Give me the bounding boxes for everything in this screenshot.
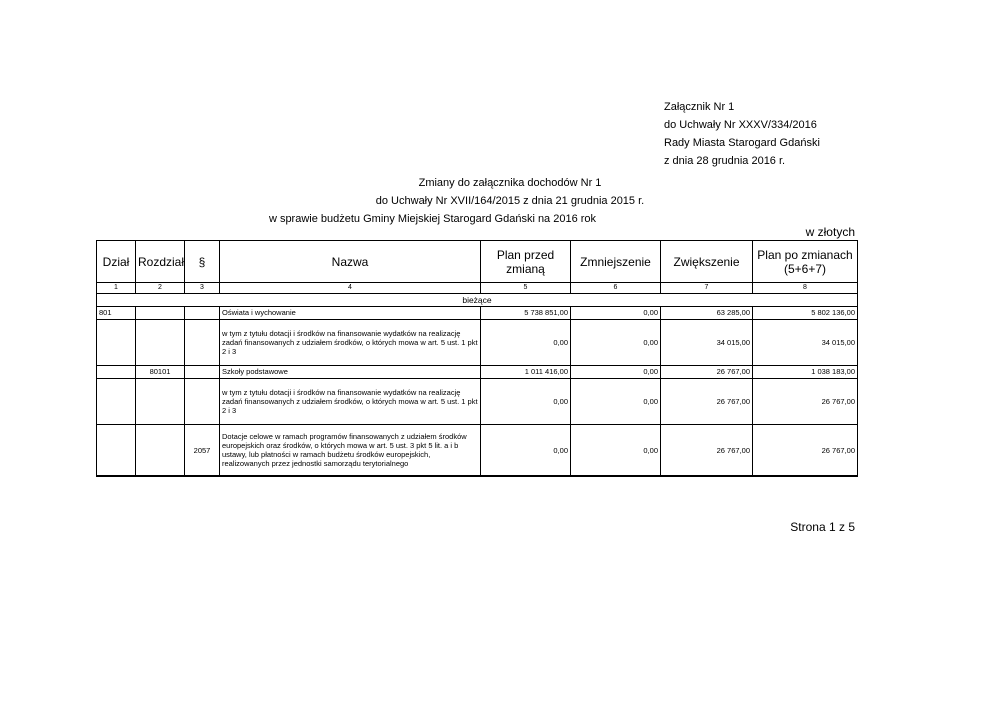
header-plan-po: Plan po zmianach (5+6+7) (753, 241, 858, 283)
cell-zmniejszenie: 0,00 (571, 307, 661, 320)
col-number: 1 (97, 283, 136, 294)
cell-paragraf (185, 366, 220, 379)
col-number: 3 (185, 283, 220, 294)
cell-paragraf (185, 320, 220, 366)
col-number: 7 (661, 283, 753, 294)
section-row (97, 294, 858, 307)
cell-dzial (97, 366, 136, 379)
cell-zmniejszenie: 0,00 (571, 425, 661, 477)
cell-rozdzial (136, 320, 185, 366)
cell-zwiekszenie: 26 767,00 (661, 379, 753, 425)
currency-unit: w złotych (805, 225, 855, 239)
cell-nazwa: w tym z tytułu dotacji i środków na finansowanie wydatków na realizację zadań finansowanych z udziałem środków, o których mowa w art. 5 ust. 1 pkt 2 i 3 (220, 320, 481, 366)
header-zwiekszenie: Zwiększenie (661, 241, 753, 283)
header-paragraf: § (185, 241, 220, 283)
cell-plan-przed: 5 738 851,00 (481, 307, 571, 320)
cell-rozdzial (136, 307, 185, 320)
col-number: 2 (136, 283, 185, 294)
cell-plan-po: 26 767,00 (753, 425, 858, 477)
section-label: bieżące (97, 294, 858, 307)
title-line-1: Zmiany do załącznika dochodów Nr 1 (418, 177, 602, 189)
cell-zwiekszenie: 63 285,00 (661, 307, 753, 320)
col-number: 4 (220, 283, 481, 294)
table-row (97, 379, 858, 425)
cell-plan-przed: 0,00 (481, 379, 571, 425)
cell-plan-po: 5 802 136,00 (753, 307, 858, 320)
cell-rozdzial: 80101 (136, 366, 185, 379)
header-rozdzial: Rozdział (136, 241, 185, 283)
header-zmniejszenie: Zmniejszenie (571, 241, 661, 283)
header-plan-przed: Plan przed zmianą (481, 241, 571, 283)
col-number: 8 (753, 283, 858, 294)
cell-zmniejszenie: 0,00 (571, 379, 661, 425)
cell-plan-przed: 0,00 (481, 320, 571, 366)
cell-plan-po: 26 767,00 (753, 379, 858, 425)
annex-header (664, 98, 820, 170)
cell-paragraf (185, 379, 220, 425)
table-row (97, 307, 858, 320)
cell-rozdzial (136, 379, 185, 425)
cell-zmniejszenie: 0,00 (571, 366, 661, 379)
annex-line-1: Załącznik Nr 1 (664, 101, 735, 113)
cell-paragraf (185, 307, 220, 320)
header-nazwa: Nazwa (220, 241, 481, 283)
cell-nazwa: w tym z tytułu dotacji i środków na finansowanie wydatków na realizację zadań finansowanych z udziałem środków, o których mowa w art. 5 ust. 1 pkt 2 i 3 (220, 379, 481, 425)
budget-table (96, 240, 858, 477)
title-line-2: do Uchwały Nr XVII/164/2015 z dnia 21 grudnia 2015 r. (375, 195, 645, 207)
cell-nazwa: Szkoły podstawowe (220, 366, 481, 379)
cell-dzial (97, 425, 136, 477)
annex-line-3: Rady Miasta Starogard Gdański (664, 137, 820, 149)
page-number: Strona 1 z 5 (790, 520, 855, 534)
table-row (97, 320, 858, 366)
cell-nazwa: Dotacje celowe w ramach programów finansowanych z udziałem środków europejskich oraz środków, o których mowa w art. 5 ust. 3 pkt 5 lit. a i b ustawy, lub płatności w ramach budżetu środków europejskich, realizowanych przez jednostki samorządu terytorialnego (220, 425, 481, 477)
column-number-row (97, 283, 858, 294)
annex-line-4: z dnia 28 grudnia 2016 r. (664, 155, 786, 167)
cell-zwiekszenie: 26 767,00 (661, 366, 753, 379)
header-row (97, 241, 858, 283)
cell-plan-przed: 1 011 416,00 (481, 366, 571, 379)
title-line-3: w sprawie budżetu Gminy Miejskiej Starogard Gdański na 2016 rok (268, 213, 597, 225)
cell-dzial: 801 (97, 307, 136, 320)
cell-zwiekszenie: 26 767,00 (661, 425, 753, 477)
header-dzial: Dział (97, 241, 136, 283)
cell-zmniejszenie: 0,00 (571, 320, 661, 366)
cell-plan-po: 34 015,00 (753, 320, 858, 366)
cell-dzial (97, 379, 136, 425)
cell-nazwa: Oświata i wychowanie (220, 307, 481, 320)
annex-line-2: do Uchwały Nr XXXV/334/2016 (664, 119, 817, 131)
cell-zwiekszenie: 34 015,00 (661, 320, 753, 366)
col-number: 6 (571, 283, 661, 294)
cell-dzial (97, 320, 136, 366)
cell-paragraf: 2057 (185, 425, 220, 477)
cell-rozdzial (136, 425, 185, 477)
table-row (97, 366, 858, 379)
table-row (97, 425, 858, 477)
cell-plan-przed: 0,00 (481, 425, 571, 477)
col-number: 5 (481, 283, 571, 294)
document-title (200, 174, 820, 228)
cell-plan-po: 1 038 183,00 (753, 366, 858, 379)
